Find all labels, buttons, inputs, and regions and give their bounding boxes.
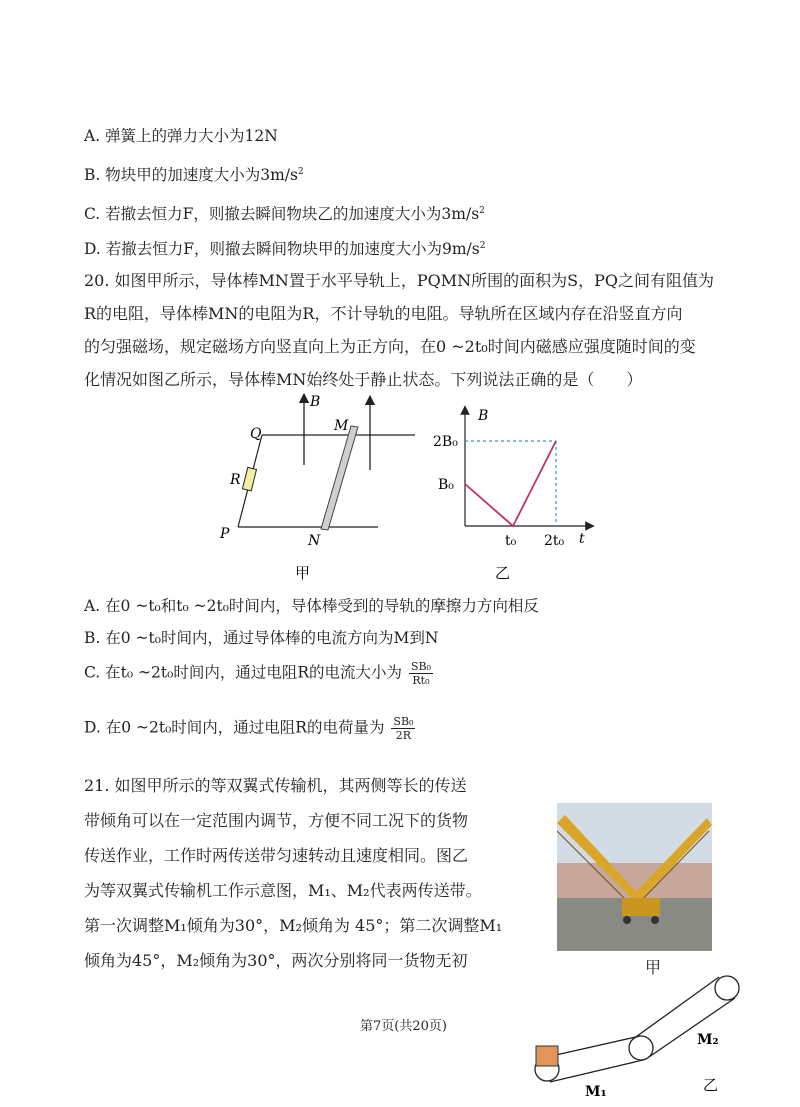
cargo-box [536,1046,558,1066]
q20-line-1: 20. 如图甲所示，导体棒MN置于水平导轨上，PQMN所围的面积为S，PQ之间有阻值为 [84,271,715,290]
option-19-c: C. 若撤去恒力F，则撤去瞬间物块乙的加速度大小为$3m/s^2$ [84,205,485,223]
option-20-d: D. 在0 ~2t₀时间内，通过电阻R的电荷量为 $\frac{\text{SB₀}}{2R}$ [84,715,414,742]
figure-yi [430,400,600,590]
conveyor-diagram [525,968,760,1107]
option-20-c: C. 在t₀ ~2t₀时间内，通过电阻R的电流大小为 $\frac{\text{SB₀}}{\text{Rt₀}}$ [84,660,431,687]
option-19-d: D. 若撤去恒力F，则撤去瞬间物块甲的加速度大小为$9m/s^2$ [84,240,486,258]
photo-caption-jia: 甲 [645,958,662,977]
q21-line-2: 带倾角可以在一定范围内调节，方便不同工况下的货物 [84,811,469,830]
tick-t0: t₀ [505,533,517,549]
caption-jia: 甲 [295,564,311,582]
caption-yi: 乙 [495,564,511,582]
conveyor-photo [557,803,712,951]
q21-line-4: 为等双翼式传输机工作示意图，M₁、M₂代表两传送带。 [84,881,482,900]
option-20-a: A. 在0 ~t₀和t₀ ~2t₀时间内，导体棒受到的导轨的摩擦力方向相反 [84,597,539,615]
q20-line-2: R的电阻，导体棒MN的电阻为R，不计导轨的电阻。导轨所在区域内存在沿竖直方向 [84,304,683,323]
q21-line-6: 倾角为45°，M₂倾角为30°，两次分别将同一货物无初 [84,951,468,970]
resistor [242,467,256,491]
option-19-b: B. 物块甲的加速度大小为$3m/s^2$ [84,166,304,184]
q20-line-4: 化情况如图乙所示，导体棒MN始终处于静止状态。下列说法正确的是（ ） [84,370,643,389]
label-m2: M₂ [697,1032,719,1048]
label-b: B [310,394,321,410]
tick-b0: B₀ [438,477,454,493]
tick-2b0: 2B₀ [433,434,458,450]
axis-label-t: t [579,531,585,547]
label-m: M [334,418,349,434]
fraction-d: $\frac{\text{SB₀}}{2R}$ [393,715,414,742]
q20-line-3: 的匀强磁场，规定磁场方向竖直向上为正方向，在0 ~2t₀时间内磁感应强度随时间的变 [84,337,696,356]
q21-line-1: 21. 如图甲所示的等双翼式传输机，其两侧等长的传送 [84,776,467,795]
figure-jia [210,390,420,590]
axis-label-b: B [478,408,489,424]
caption-diagram-yi: 乙 [703,1076,719,1094]
label-p: P [220,526,230,542]
b-t-graph-line [465,441,556,526]
option-20-b: B. 在0 ~t₀时间内，通过导体棒的电流方向为M到N [84,629,439,647]
fraction-c: $\frac{\text{SB₀}}{\text{Rt₀}}$ [410,660,431,687]
tick-2t0: 2t₀ [544,533,565,549]
q21-line-3: 传送作业，工作时两传送带匀速转动且速度相同。图乙 [84,846,469,865]
label-m1: M₁ [585,1084,607,1100]
q21-line-5: 第一次调整M₁倾角为30°，M₂倾角为 45°；第二次调整M₁ [84,916,503,935]
conductor-rod [321,426,358,530]
option-19-a: A. 弹簧上的弹力大小为12N [84,127,278,145]
label-q: Q [250,426,262,442]
label-r: R [230,472,241,488]
label-n: N [308,533,321,549]
page-footer: 第7页(共20页) [360,1019,447,1034]
